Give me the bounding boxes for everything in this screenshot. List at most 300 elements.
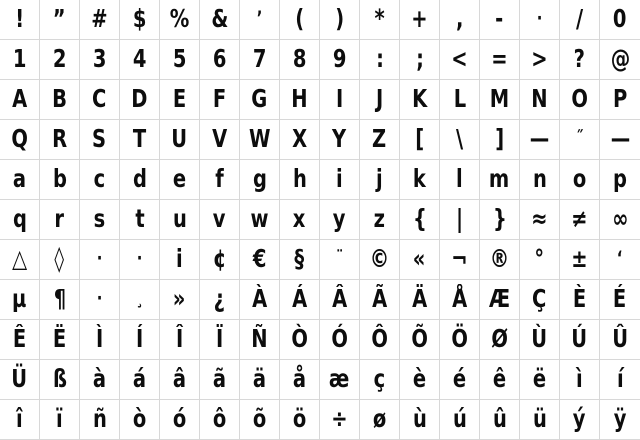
- glyph: ü: [532, 404, 547, 433]
- glyph: ): [335, 4, 344, 33]
- glyph-cell[interactable]: [0, 200, 40, 240]
- glyph: R: [51, 124, 68, 153]
- glyph-cell[interactable]: [120, 360, 160, 400]
- glyph: Y: [332, 124, 347, 153]
- glyph-cell[interactable]: [480, 280, 520, 320]
- glyph-cell[interactable]: [560, 320, 600, 360]
- glyph-cell[interactable]: [240, 240, 280, 280]
- glyph-cell[interactable]: [440, 200, 480, 240]
- glyph: ¸: [135, 287, 144, 309]
- glyph: Ú: [571, 324, 588, 353]
- glyph-cell[interactable]: [200, 280, 240, 320]
- glyph: J: [375, 84, 384, 113]
- glyph-cell[interactable]: [440, 320, 480, 360]
- glyph-cell[interactable]: [0, 240, 40, 280]
- glyph: ¶: [53, 284, 66, 313]
- glyph: ;: [415, 44, 424, 73]
- glyph: u: [172, 204, 187, 233]
- glyph-cell[interactable]: [440, 0, 480, 40]
- glyph-cell[interactable]: [360, 320, 400, 360]
- glyph: n: [532, 164, 547, 193]
- glyph: x: [293, 204, 306, 233]
- glyph-cell[interactable]: [440, 40, 480, 80]
- glyph: z: [373, 204, 386, 233]
- glyph: Ó: [331, 324, 348, 353]
- glyph-cell[interactable]: [400, 40, 440, 80]
- glyph-cell[interactable]: [560, 80, 600, 120]
- glyph-cell[interactable]: [440, 360, 480, 400]
- glyph-cell[interactable]: [280, 240, 320, 280]
- glyph-cell[interactable]: [560, 160, 600, 200]
- glyph: Ü: [11, 364, 28, 393]
- glyph-cell[interactable]: [160, 400, 200, 440]
- glyph: {: [412, 204, 427, 233]
- glyph: D: [131, 84, 148, 113]
- glyph-cell[interactable]: [560, 120, 600, 160]
- glyph-cell[interactable]: [80, 320, 120, 360]
- glyph-cell[interactable]: [520, 240, 560, 280]
- glyph-cell[interactable]: [0, 120, 40, 160]
- glyph-cell[interactable]: [480, 160, 520, 200]
- glyph-cell[interactable]: [520, 280, 560, 320]
- glyph: e: [172, 164, 187, 193]
- glyph-cell[interactable]: [520, 200, 560, 240]
- glyph: ‘: [617, 247, 623, 269]
- glyph: ¢: [212, 244, 227, 273]
- glyph-cell[interactable]: [240, 280, 280, 320]
- glyph: B: [52, 84, 67, 113]
- glyph-cell[interactable]: [480, 120, 520, 160]
- glyph-cell[interactable]: [440, 80, 480, 120]
- glyph: Q: [11, 124, 28, 153]
- glyph-cell[interactable]: [120, 320, 160, 360]
- glyph-cell[interactable]: [80, 360, 120, 400]
- glyph-cell[interactable]: [600, 280, 640, 320]
- glyph-cell[interactable]: [360, 0, 400, 40]
- glyph-cell[interactable]: [440, 120, 480, 160]
- glyph: —: [610, 124, 630, 153]
- glyph: F: [212, 84, 227, 113]
- glyph: K: [411, 84, 428, 113]
- glyph-cell[interactable]: [600, 360, 640, 400]
- glyph-cell[interactable]: [480, 360, 520, 400]
- glyph: /: [575, 4, 584, 33]
- glyph-cell[interactable]: [280, 160, 320, 200]
- glyph: §: [294, 244, 305, 273]
- glyph-cell[interactable]: [280, 120, 320, 160]
- glyph-cell[interactable]: [320, 40, 360, 80]
- glyph-cell[interactable]: [40, 40, 80, 80]
- glyph-cell[interactable]: [200, 120, 240, 160]
- glyph-cell[interactable]: [40, 360, 80, 400]
- glyph-cell[interactable]: [360, 120, 400, 160]
- glyph-cell[interactable]: [160, 160, 200, 200]
- glyph-cell[interactable]: [160, 0, 200, 40]
- glyph-cell[interactable]: [400, 160, 440, 200]
- glyph-cell[interactable]: [160, 120, 200, 160]
- glyph-cell[interactable]: [320, 360, 360, 400]
- glyph-cell[interactable]: [360, 40, 400, 80]
- glyph: û: [492, 404, 507, 433]
- glyph-cell[interactable]: [160, 360, 200, 400]
- glyph-cell[interactable]: [40, 240, 80, 280]
- glyph: ¨: [335, 247, 344, 269]
- glyph-cell[interactable]: [80, 40, 120, 80]
- glyph-cell[interactable]: [0, 400, 40, 440]
- glyph: à: [92, 364, 107, 393]
- glyph: !: [15, 4, 24, 33]
- glyph-cell[interactable]: [400, 320, 440, 360]
- glyph-cell[interactable]: [0, 320, 40, 360]
- glyph-cell[interactable]: [520, 400, 560, 440]
- glyph-cell[interactable]: [560, 360, 600, 400]
- glyph: c: [93, 164, 106, 193]
- glyph: ¿: [213, 284, 226, 313]
- glyph: ù: [412, 404, 427, 433]
- glyph-cell[interactable]: [80, 200, 120, 240]
- glyph: ì: [576, 364, 583, 393]
- glyph-cell[interactable]: [480, 400, 520, 440]
- glyph: Â: [331, 284, 348, 313]
- glyph-cell[interactable]: [440, 240, 480, 280]
- glyph-cell[interactable]: [280, 320, 320, 360]
- glyph-cell[interactable]: [560, 280, 600, 320]
- glyph-cell[interactable]: [320, 280, 360, 320]
- glyph-cell[interactable]: [600, 320, 640, 360]
- glyph: l: [456, 164, 463, 193]
- glyph-cell[interactable]: [0, 360, 40, 400]
- glyph: ä: [252, 364, 267, 393]
- glyph-cell[interactable]: [600, 0, 640, 40]
- glyph: 3: [92, 44, 107, 73]
- glyph-cell[interactable]: [200, 40, 240, 80]
- glyph: ©: [369, 244, 390, 273]
- glyph-cell[interactable]: [600, 200, 640, 240]
- glyph-cell[interactable]: [400, 0, 440, 40]
- glyph-cell[interactable]: [40, 120, 80, 160]
- glyph-cell[interactable]: [200, 160, 240, 200]
- glyph-cell[interactable]: [280, 200, 320, 240]
- glyph: m: [489, 164, 510, 193]
- glyph-cell[interactable]: [360, 240, 400, 280]
- glyph-cell[interactable]: [120, 240, 160, 280]
- glyph-cell[interactable]: [560, 40, 600, 80]
- glyph-cell[interactable]: [520, 320, 560, 360]
- glyph: ø: [372, 404, 387, 433]
- glyph: h: [292, 164, 307, 193]
- glyph: å: [292, 364, 307, 393]
- glyph: ·: [136, 247, 143, 269]
- glyph-cell[interactable]: [280, 400, 320, 440]
- glyph-cell[interactable]: [520, 360, 560, 400]
- glyph: o: [572, 164, 587, 193]
- glyph: :: [375, 44, 384, 73]
- glyph-cell[interactable]: [360, 280, 400, 320]
- glyph-cell[interactable]: [280, 360, 320, 400]
- glyph: Z: [372, 124, 387, 153]
- glyph: Á: [291, 284, 308, 313]
- glyph-cell[interactable]: [400, 120, 440, 160]
- glyph: N: [531, 84, 548, 113]
- glyph-cell[interactable]: [560, 0, 600, 40]
- glyph: ú: [452, 404, 467, 433]
- glyph: &: [210, 4, 229, 33]
- glyph-cell[interactable]: [400, 360, 440, 400]
- glyph: é: [452, 364, 467, 393]
- glyph: æ: [329, 364, 350, 393]
- glyph-cell[interactable]: [120, 400, 160, 440]
- glyph: q: [12, 204, 27, 233]
- glyph: ß: [52, 364, 67, 393]
- glyph-cell[interactable]: [360, 160, 400, 200]
- glyph-cell[interactable]: [560, 200, 600, 240]
- glyph-cell[interactable]: [80, 400, 120, 440]
- glyph: 4: [132, 44, 147, 73]
- glyph-cell[interactable]: [600, 80, 640, 120]
- glyph: *: [374, 4, 385, 33]
- glyph: 6: [212, 44, 227, 73]
- glyph-cell[interactable]: [240, 400, 280, 440]
- glyph: ÷: [331, 404, 348, 433]
- glyph: ◊: [54, 244, 65, 273]
- glyph-cell[interactable]: [0, 160, 40, 200]
- glyph: Ä: [411, 284, 428, 313]
- glyph: Å: [451, 284, 468, 313]
- glyph-cell[interactable]: [200, 0, 240, 40]
- glyph-cell[interactable]: [320, 240, 360, 280]
- glyph-cell[interactable]: [360, 80, 400, 120]
- glyph: ê: [492, 364, 507, 393]
- glyph-cell[interactable]: [0, 280, 40, 320]
- glyph-cell[interactable]: [320, 120, 360, 160]
- glyph-cell[interactable]: [80, 240, 120, 280]
- glyph-cell[interactable]: [320, 160, 360, 200]
- glyph-cell[interactable]: [360, 400, 400, 440]
- glyph-cell[interactable]: [520, 40, 560, 80]
- glyph: A: [11, 84, 28, 113]
- glyph: X: [291, 124, 308, 153]
- glyph: d: [132, 164, 147, 193]
- glyph: ï: [56, 404, 63, 433]
- glyph: 0: [613, 4, 627, 33]
- glyph-cell[interactable]: [480, 80, 520, 120]
- glyph: -: [495, 4, 504, 33]
- glyph: Ç: [532, 284, 547, 313]
- glyph: ≠: [571, 204, 588, 233]
- glyph-cell[interactable]: [320, 200, 360, 240]
- glyph-cell[interactable]: [480, 240, 520, 280]
- glyph: (: [295, 4, 304, 33]
- glyph-cell[interactable]: [80, 120, 120, 160]
- glyph-cell[interactable]: [40, 160, 80, 200]
- glyph-cell[interactable]: [320, 400, 360, 440]
- glyph: ’: [256, 7, 263, 29]
- glyph-cell[interactable]: [200, 80, 240, 120]
- glyph: ç: [373, 364, 386, 393]
- glyph: ,: [455, 4, 464, 33]
- glyph: g: [252, 164, 267, 193]
- glyph: \: [455, 124, 464, 153]
- glyph-cell[interactable]: [520, 0, 560, 40]
- glyph: a: [12, 164, 27, 193]
- glyph-cell[interactable]: [200, 400, 240, 440]
- glyph-cell[interactable]: [400, 400, 440, 440]
- glyph-cell[interactable]: [560, 240, 600, 280]
- glyph-cell[interactable]: [40, 80, 80, 120]
- glyph-cell[interactable]: [240, 120, 280, 160]
- glyph-cell[interactable]: [160, 80, 200, 120]
- glyph-cell[interactable]: [200, 360, 240, 400]
- glyph: À: [251, 284, 268, 313]
- glyph: Ã: [371, 284, 388, 313]
- glyph-cell[interactable]: [320, 80, 360, 120]
- glyph: ?: [573, 44, 586, 73]
- glyph: #: [91, 4, 108, 33]
- glyph: T: [132, 124, 147, 153]
- glyph-cell[interactable]: [120, 0, 160, 40]
- glyph-cell[interactable]: [40, 200, 80, 240]
- glyph-cell[interactable]: [160, 320, 200, 360]
- glyph-cell[interactable]: [120, 120, 160, 160]
- glyph-cell[interactable]: [400, 240, 440, 280]
- glyph: Ë: [52, 324, 67, 353]
- glyph: W: [248, 124, 271, 153]
- glyph-cell[interactable]: [240, 200, 280, 240]
- glyph: Ò: [291, 324, 308, 353]
- glyph-cell[interactable]: [240, 80, 280, 120]
- glyph-cell[interactable]: [320, 320, 360, 360]
- glyph-cell[interactable]: [600, 40, 640, 80]
- glyph-cell[interactable]: [360, 360, 400, 400]
- glyph: 7: [252, 44, 267, 73]
- glyph: %: [169, 4, 190, 33]
- glyph: «: [413, 244, 426, 273]
- glyph-cell[interactable]: [600, 160, 640, 200]
- glyph-cell[interactable]: [360, 200, 400, 240]
- glyph: j: [376, 164, 383, 193]
- glyph-cell[interactable]: [200, 320, 240, 360]
- glyph-cell[interactable]: [600, 120, 640, 160]
- glyph-cell[interactable]: [200, 200, 240, 240]
- glyph-cell[interactable]: [480, 200, 520, 240]
- glyph: [: [415, 124, 424, 153]
- glyph: ñ: [92, 404, 107, 433]
- glyph-cell[interactable]: [240, 0, 280, 40]
- glyph: I: [335, 84, 344, 113]
- glyph-cell[interactable]: [120, 200, 160, 240]
- glyph: U: [171, 124, 188, 153]
- glyph-cell[interactable]: [120, 40, 160, 80]
- glyph-cell[interactable]: [240, 160, 280, 200]
- glyph-cell[interactable]: [320, 0, 360, 40]
- glyph-cell[interactable]: [80, 80, 120, 120]
- glyph-cell[interactable]: [80, 160, 120, 200]
- glyph: L: [453, 84, 466, 113]
- glyph-cell[interactable]: [0, 40, 40, 80]
- glyph-cell[interactable]: [120, 80, 160, 120]
- glyph-cell[interactable]: [600, 240, 640, 280]
- glyph-cell[interactable]: [440, 160, 480, 200]
- glyph-cell[interactable]: [0, 0, 40, 40]
- glyph-cell[interactable]: [0, 80, 40, 120]
- glyph: C: [92, 84, 107, 113]
- glyph-cell[interactable]: [480, 0, 520, 40]
- glyph: »: [173, 284, 186, 313]
- glyph-cell[interactable]: [280, 40, 320, 80]
- glyph: ã: [212, 364, 227, 393]
- glyph: è: [412, 364, 427, 393]
- glyph-cell[interactable]: [240, 320, 280, 360]
- glyph: <: [451, 44, 468, 73]
- glyph-cell[interactable]: [440, 400, 480, 440]
- glyph: ˝: [575, 127, 584, 149]
- glyph: =: [491, 44, 508, 73]
- glyph: È: [572, 284, 587, 313]
- glyph-cell[interactable]: [280, 0, 320, 40]
- glyph-cell[interactable]: [480, 40, 520, 80]
- glyph: Ø: [491, 324, 508, 353]
- glyph: ·: [536, 7, 543, 29]
- glyph: ô: [212, 404, 227, 433]
- glyph: €: [252, 244, 267, 273]
- glyph: ö: [292, 404, 307, 433]
- glyph: P: [612, 84, 628, 113]
- glyph: H: [291, 84, 308, 113]
- glyph-cell[interactable]: [200, 240, 240, 280]
- glyph: 9: [332, 44, 347, 73]
- glyph-cell[interactable]: [240, 360, 280, 400]
- glyph-cell[interactable]: [160, 40, 200, 80]
- glyph: ”: [53, 4, 66, 33]
- glyph-cell[interactable]: [120, 160, 160, 200]
- glyph-cell[interactable]: [40, 400, 80, 440]
- glyph-cell[interactable]: [240, 40, 280, 80]
- glyph: M: [489, 84, 510, 113]
- glyph-cell[interactable]: [400, 80, 440, 120]
- glyph-cell[interactable]: [80, 0, 120, 40]
- glyph-cell[interactable]: [280, 80, 320, 120]
- glyph-cell[interactable]: [600, 400, 640, 440]
- glyph-cell[interactable]: [400, 280, 440, 320]
- glyph: ±: [571, 244, 588, 273]
- glyph-cell[interactable]: [280, 280, 320, 320]
- glyph-cell[interactable]: [80, 280, 120, 320]
- glyph-cell[interactable]: [400, 200, 440, 240]
- glyph-cell[interactable]: [40, 0, 80, 40]
- glyph: ó: [172, 404, 187, 433]
- glyph-cell[interactable]: [440, 280, 480, 320]
- glyph-cell[interactable]: [520, 160, 560, 200]
- glyph: 1: [12, 44, 27, 73]
- glyph-cell[interactable]: [160, 240, 200, 280]
- glyph-cell[interactable]: [520, 80, 560, 120]
- glyph: á: [132, 364, 147, 393]
- glyph-cell[interactable]: [120, 280, 160, 320]
- glyph-cell[interactable]: [40, 280, 80, 320]
- glyph-cell[interactable]: [520, 120, 560, 160]
- glyph-cell[interactable]: [40, 320, 80, 360]
- glyph: ∞: [611, 204, 629, 233]
- glyph-cell[interactable]: [160, 280, 200, 320]
- glyph: k: [413, 164, 426, 193]
- glyph-cell[interactable]: [160, 200, 200, 240]
- glyph-cell[interactable]: [480, 320, 520, 360]
- glyph-cell[interactable]: [560, 400, 600, 440]
- glyph: Í: [135, 324, 144, 353]
- glyph: △: [11, 244, 27, 273]
- glyph: f: [215, 164, 224, 193]
- glyph: Æ: [488, 284, 511, 313]
